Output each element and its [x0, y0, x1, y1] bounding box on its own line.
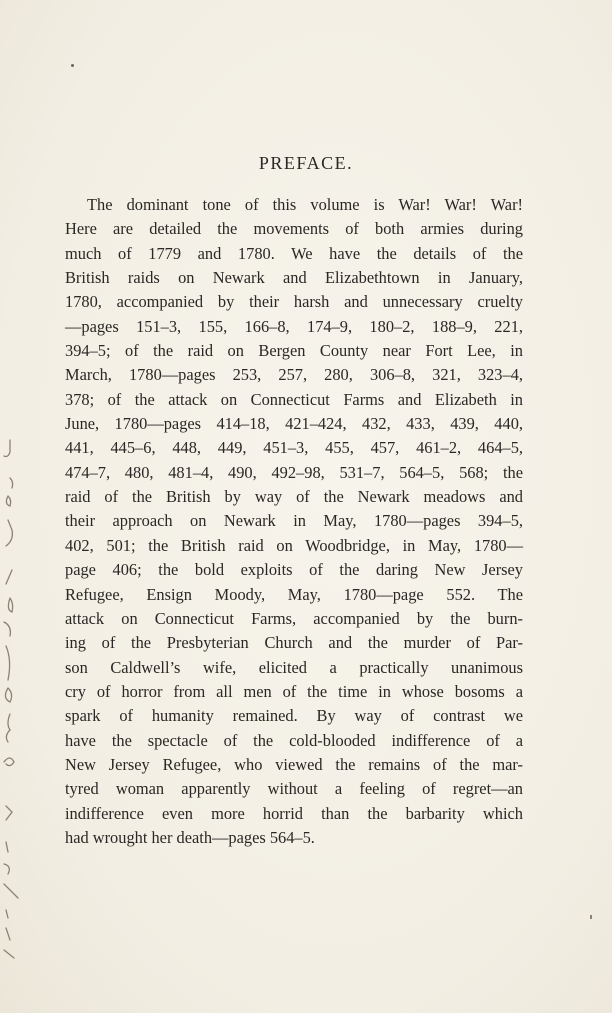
text-line: 402, 501; the British raid on Woodbridge, in May, 1780— [65, 535, 523, 555]
text-line: had wrought her death—pages 564–5. [65, 827, 315, 847]
text-line: raid of the British by way of the Newark meadows and [65, 487, 523, 507]
text-line: attack on Connecticut Farms, accompanied by the burn- [65, 608, 523, 628]
text-line: Refugee, Ensign Moody, May, 1780—page 552. The [65, 584, 523, 604]
text-line: 394–5; of the raid on Bergen County near Fort Lee, in [65, 341, 523, 361]
text-line: indifference even more horrid than the barbarity which [65, 803, 523, 823]
text-line: New Jersey Refugee, who viewed the remains of the mar- [65, 754, 523, 774]
preface-paragraph [65, 193, 523, 850]
text-line: 441, 445–6, 448, 449, 451–3, 455, 457, 461–2, 464–5, [65, 438, 523, 458]
text-line: much of 1779 and 1780. We have the details of the [65, 243, 523, 263]
text-line: 1780, accompanied by their harsh and unnecessary cruelty [65, 292, 523, 312]
text-line: 474–7, 480, 481–4, 490, 492–98, 531–7, 564–5, 568; the [65, 462, 523, 482]
text-line: —pages 151–3, 155, 166–8, 174–9, 180–2, 188–9, 221, [65, 316, 523, 336]
text-line: June, 1780—pages 414–18, 421–424, 432, 433, 439, 440, [65, 414, 523, 434]
text-line: Here are detailed the movements of both armies during [65, 219, 523, 239]
ink-speck [590, 915, 592, 919]
page-title: PREFACE. [258, 153, 354, 173]
text-line: British raids on Newark and Elizabethtown in January, [65, 268, 523, 288]
text-line: page 406; the bold exploits of the daring New Jersey [65, 560, 523, 580]
text-line: spark of humanity remained. By way of contrast we [65, 706, 523, 726]
text-line: March, 1780—pages 253, 257, 280, 306–8, 321, 323–4, [65, 365, 523, 385]
text-line: 378; of the attack on Connecticut Farms and Elizabeth in [65, 389, 523, 409]
text-line: cry of horror from all men of the time in whose bosoms a [65, 681, 523, 701]
ink-speck [71, 64, 74, 67]
text-line: have the spectacle of the cold-blooded indifference of a [65, 730, 523, 750]
text-line: ing of the Presbyterian Church and the murder of Par- [65, 633, 523, 653]
bleed-through-margin-marks [0, 0, 60, 1013]
text-line: The dominant tone of this volume is War! War! War! [87, 195, 523, 214]
text-line: tyred woman apparently without a feeling of regret—an [65, 779, 523, 799]
text-line: their approach on Newark in May, 1780—pages 394–5, [65, 511, 523, 531]
text-line: son Caldwell’s wife, elicited a practically unanimous [65, 657, 523, 677]
